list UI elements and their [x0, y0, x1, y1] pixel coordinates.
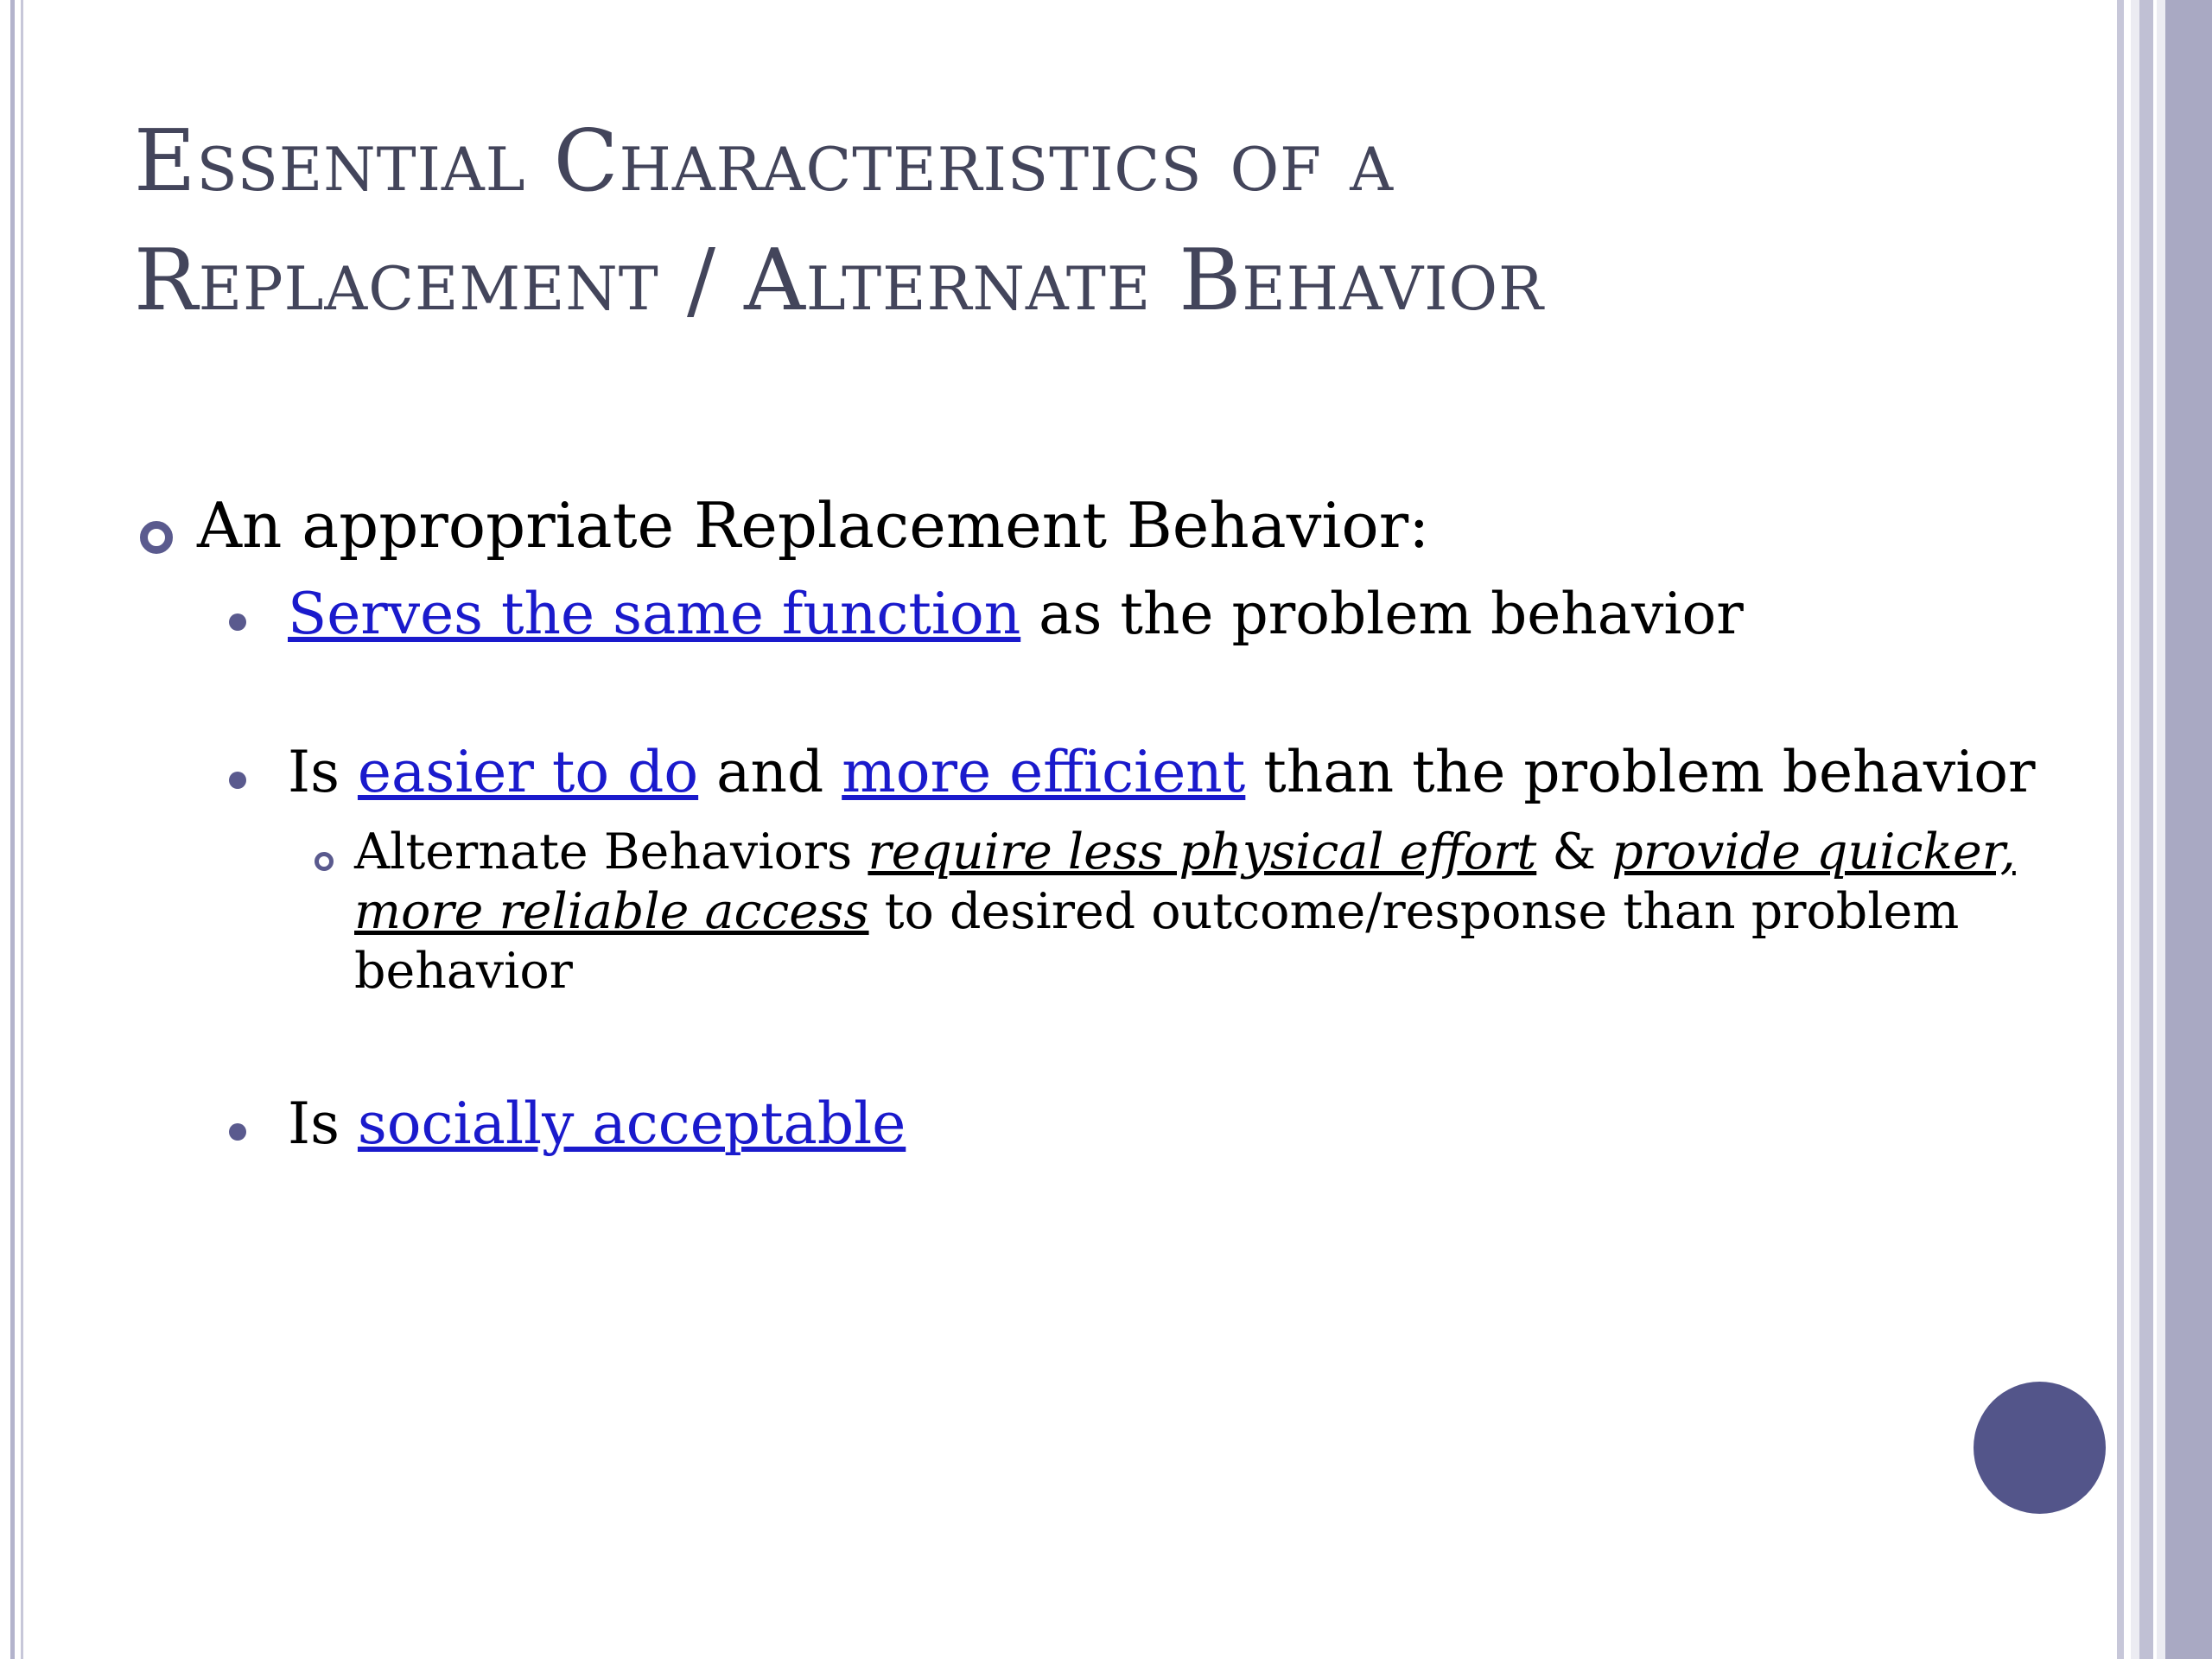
bullet-text: and: [698, 739, 842, 805]
left-border-line: [21, 0, 23, 1659]
dot-bullet-icon: [229, 772, 246, 789]
bullet-text: Is: [288, 1090, 358, 1157]
right-border-line: [2157, 0, 2165, 1659]
small-ring-bullet-icon: [315, 852, 334, 871]
dot-bullet-icon: [229, 613, 246, 631]
emphasis-less-effort: require less physical effort: [868, 823, 1537, 880]
bullet-easier-efficient: [288, 739, 2036, 805]
emphasis-quicker-access: provide quicker, more reliable access: [354, 823, 2016, 940]
right-border-line: [2117, 0, 2124, 1659]
link-more-efficient[interactable]: more efficient: [842, 739, 1246, 805]
bullet-level1-text: An appropriate Replacement Behavior:: [197, 489, 1430, 562]
right-border-line: [2139, 0, 2153, 1659]
slide-title: [134, 102, 2078, 340]
bullet-socially-acceptable: [288, 1090, 906, 1157]
bullet-text: Is: [288, 739, 358, 805]
link-serves-same-function[interactable]: Serves the same function: [288, 581, 1021, 647]
bullet-text: than the problem behavior: [1245, 739, 2036, 805]
left-border-line: [10, 0, 15, 1659]
dot-bullet-icon: [229, 1123, 246, 1141]
right-border-line: [2131, 0, 2139, 1659]
ring-bullet-icon: [140, 521, 173, 554]
bullet-text: as the problem behavior: [1020, 581, 1744, 647]
link-socially-acceptable[interactable]: socially acceptable: [357, 1090, 906, 1157]
bullet-text: to desired outcome/response than problem behavior: [354, 883, 1960, 1000]
bullet-text: &: [1536, 823, 1612, 880]
circle-nav-icon[interactable]: [1974, 1382, 2106, 1514]
title-line-1: Essential Characteristics of a: [134, 112, 1395, 211]
right-border-line: [2165, 0, 2212, 1659]
title-line-2: Replacement / Alternate Behavior: [134, 232, 1544, 330]
bullet-alternate-behaviors: [354, 823, 2082, 1001]
bullet-text: Alternate Behaviors: [354, 823, 868, 880]
bullet-serves-function: [288, 581, 1744, 647]
link-easier-to-do[interactable]: easier to do: [357, 739, 699, 805]
